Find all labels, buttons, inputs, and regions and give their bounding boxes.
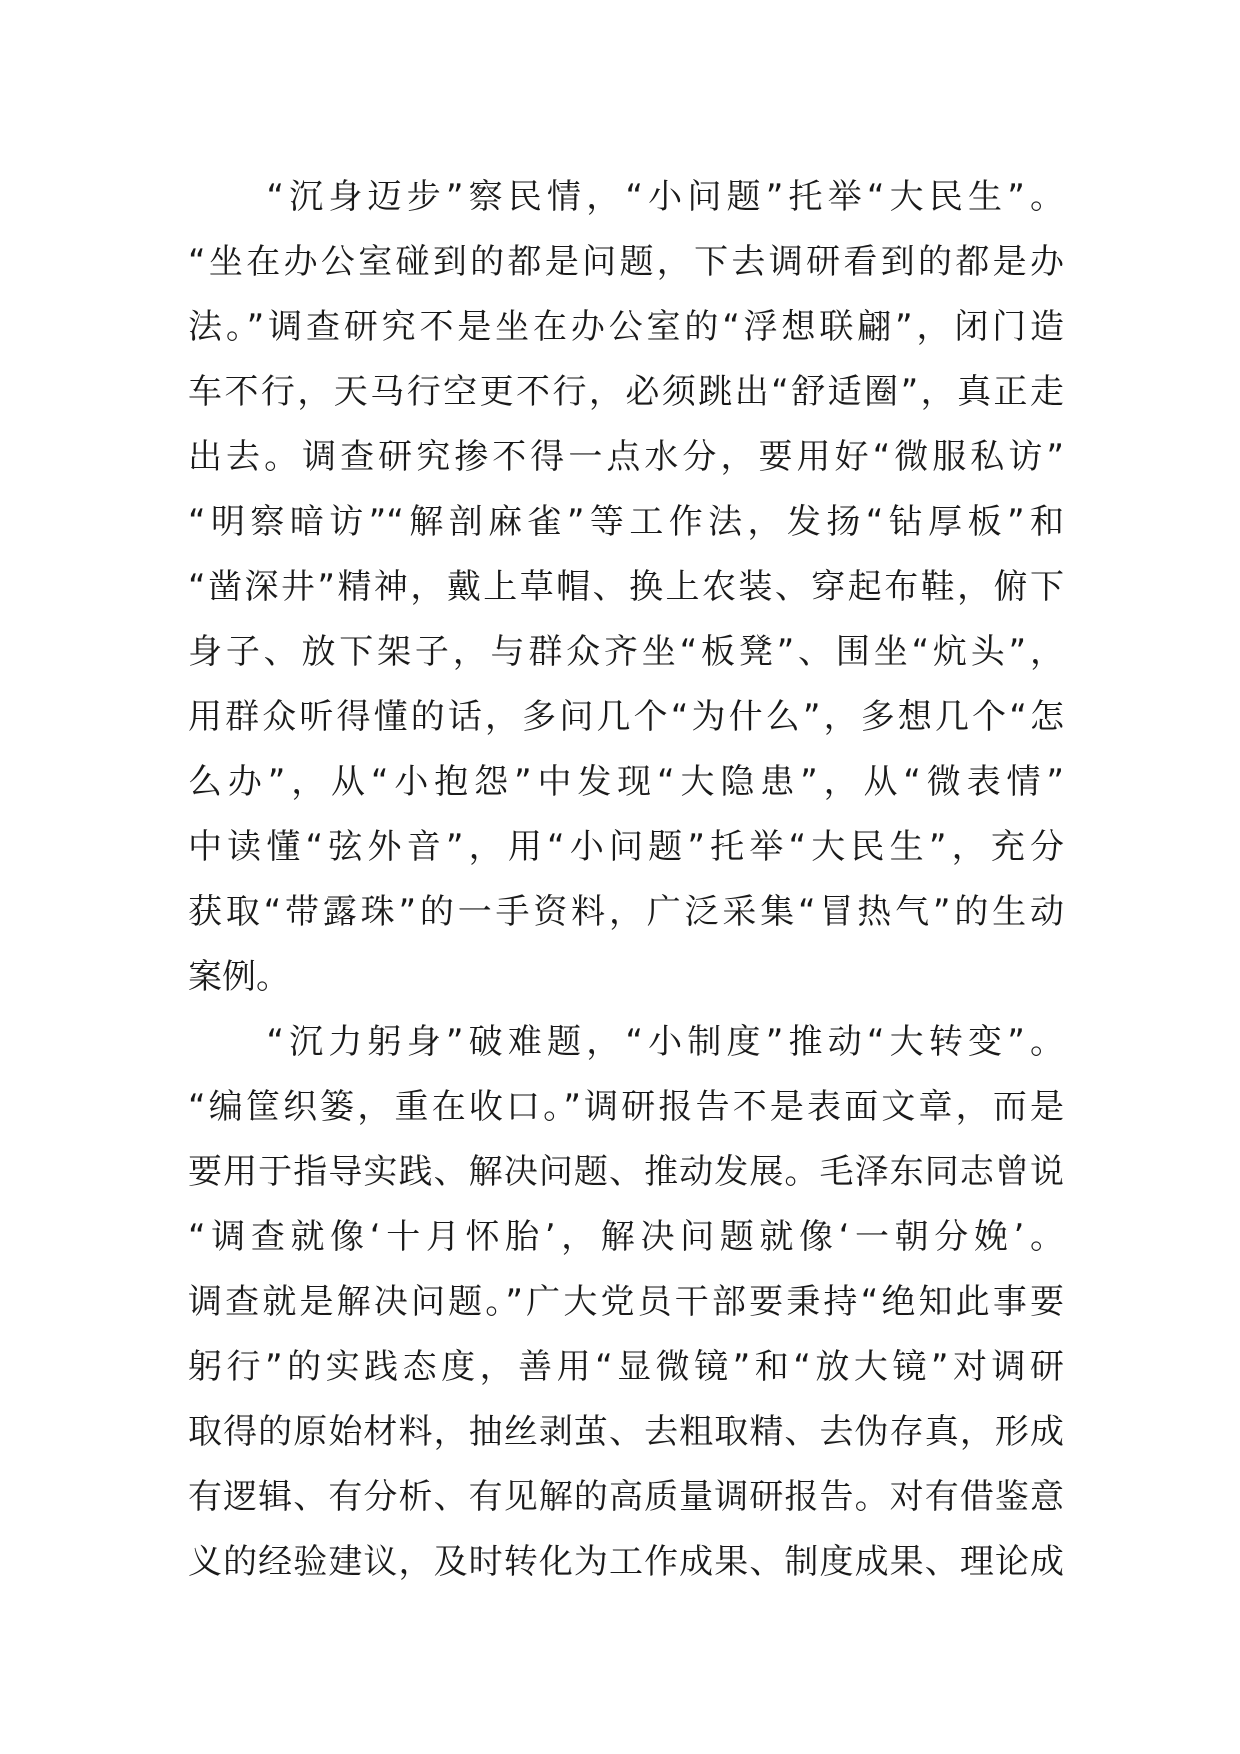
paragraph-line: 法。”调查研究不是坐在办公室的“浮想联翩”，闭门造 [188,307,1064,347]
paragraph-line: “编筐织篓，重在收口。”调研报告不是表面文章，而是 [188,1087,1064,1127]
paragraph-line: “坐在办公室碰到的都是问题，下去调研看到的都是办 [188,242,1064,282]
paragraph-line: 义的经验建议，及时转化为工作成果、制度成果、理论成 [188,1542,1064,1582]
paragraph-line: 要用于指导实践、解决问题、推动发展。毛泽东同志曾说 [188,1152,1064,1192]
paragraph-line: “明察暗访”“解剖麻雀”等工作法，发扬“钻厚板”和 [188,502,1064,542]
paragraph-line: “凿深井”精神，戴上草帽、换上农装、穿起布鞋，俯下 [188,567,1064,607]
paragraph-line: 出去。调查研究掺不得一点水分，要用好“微服私访” [188,437,1064,477]
paragraph-line: “沉身迈步”察民情，“小问题”托举“大民生”。 [188,177,1064,217]
paragraph-line: “调查就像‘十月怀胎’，解决问题就像‘一朝分娩’。 [188,1217,1064,1257]
paragraph-line: 中读懂“弦外音”，用“小问题”托举“大民生”，充分 [188,827,1064,867]
paragraph-line: 么办”，从“小抱怨”中发现“大隐患”，从“微表情” [188,762,1064,802]
paragraph-line: 躬行”的实践态度，善用“显微镜”和“放大镜”对调研 [188,1347,1064,1387]
paragraph-line: 案例。 [188,957,290,997]
paragraph-line: 用群众听得懂的话，多问几个“为什么”，多想几个“怎 [188,697,1064,737]
paragraph-2 [188,1010,1064,1595]
paragraph-line: 身子、放下架子，与群众齐坐“板凳”、围坐“炕头”， [188,632,1064,672]
paragraph-line: 有逻辑、有分析、有见解的高质量调研报告。对有借鉴意 [188,1477,1064,1517]
paragraph-line: 调查就是解决问题。”广大党员干部要秉持“绝知此事要 [188,1282,1064,1322]
paragraph-1 [188,165,1064,1010]
paragraph-line: “沉力躬身”破难题，“小制度”推动“大转变”。 [188,1022,1064,1062]
paragraph-line: 车不行，天马行空更不行，必须跳出“舒适圈”，真正走 [188,372,1064,412]
document-body [188,165,1064,1595]
paragraph-line: 获取“带露珠”的一手资料，广泛采集“冒热气”的生动 [188,892,1064,932]
paragraph-line: 取得的原始材料，抽丝剥茧、去粗取精、去伪存真，形成 [188,1412,1064,1452]
